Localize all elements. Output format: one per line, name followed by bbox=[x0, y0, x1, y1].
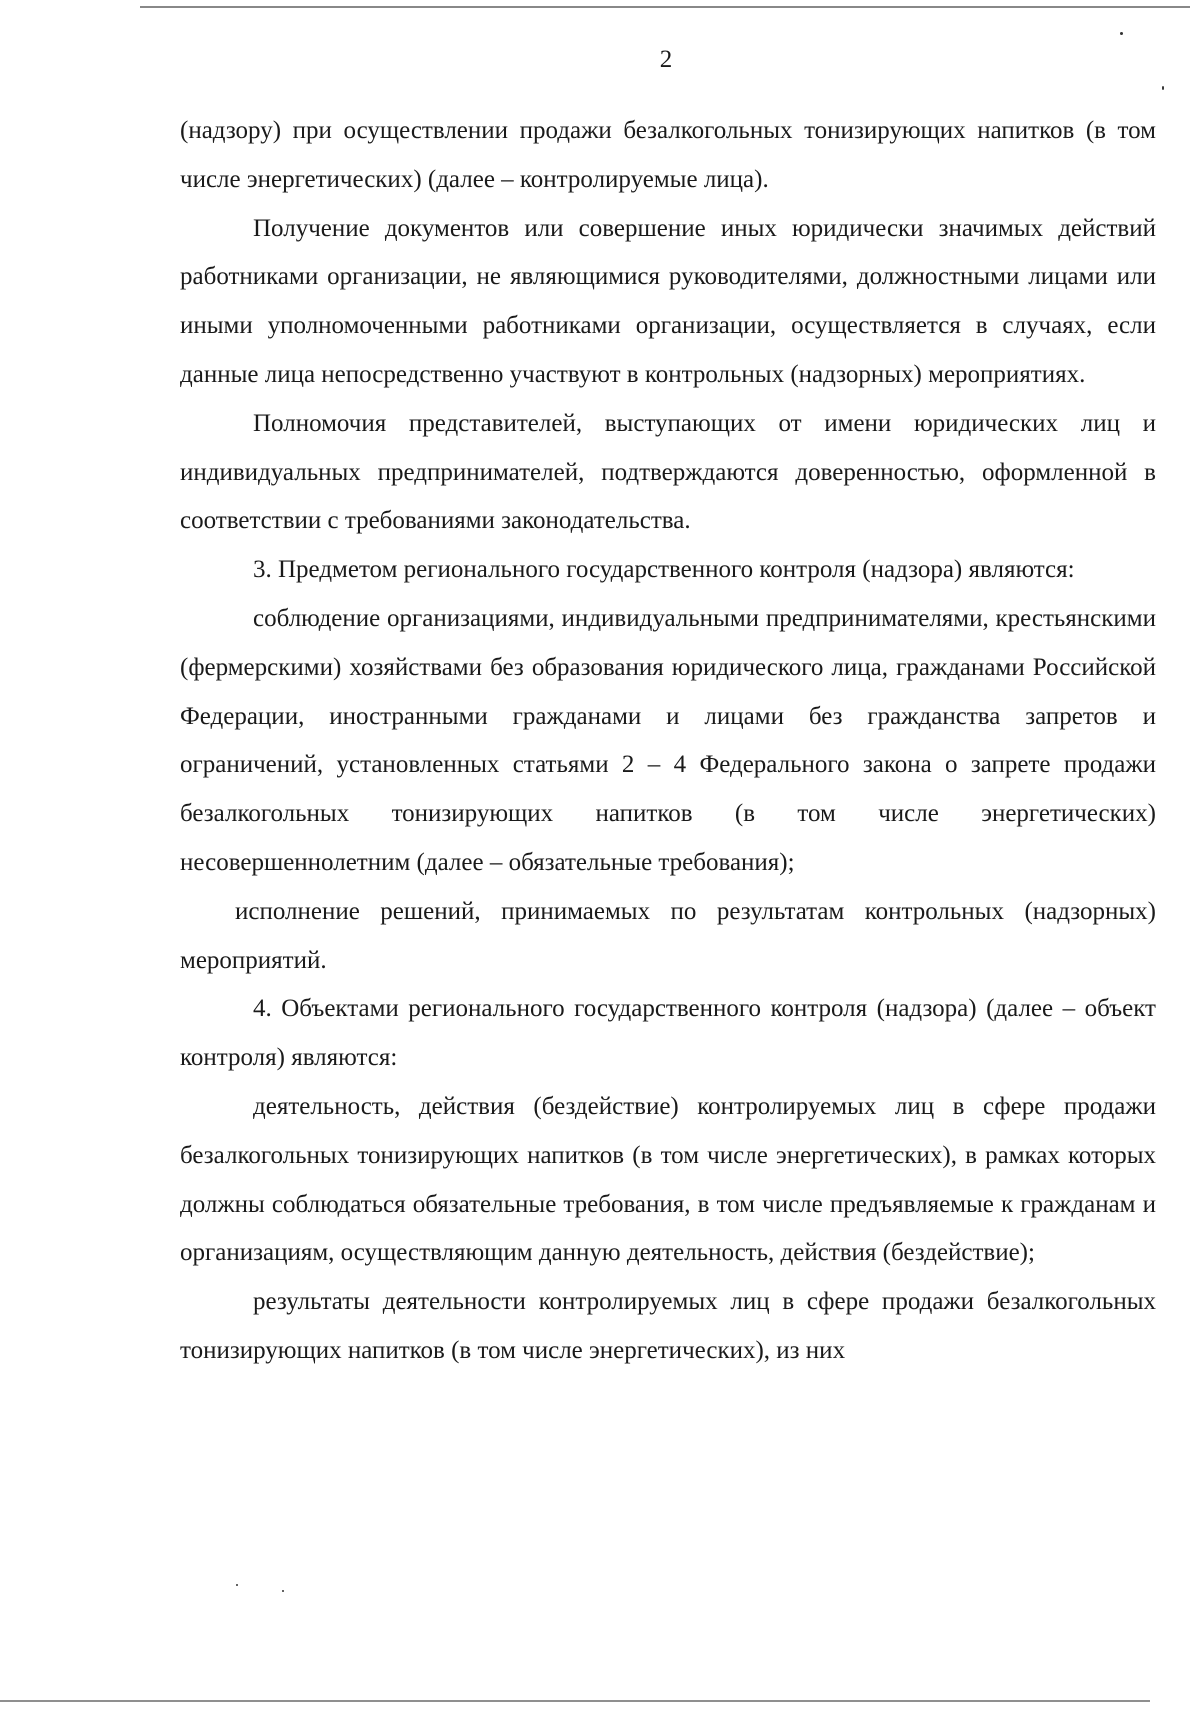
paragraph: Полномочия представителей, выступающих от имени юридических лиц и индивидуальных предпринимателей, подтверждаются доверенностью, оформленной в соответствии с требованиями законодательства. bbox=[180, 409, 1156, 535]
paragraph: соблюдение организациями, индивидуальными предпринимателями, крестьянскими (фермерскими) хозяйствами без образования юридического лица, гражданами Российской Федерации, иностранными гражданами и лицами без гражданства запретов и ограничений, установленных статьями 2 – 4 Федерального закона о запрете продажи безалкогольных тонизирующих напитков (в том числе энергетических) несовершеннолетним (далее – обязательные требования); bbox=[180, 604, 1156, 876]
paragraph: (надзору) при осуществлении продажи безалкогольных тонизирующих напитков (в том числе энергетических) (далее – контролируемые лица). bbox=[180, 117, 1156, 193]
paragraph: 3. Предметом регионального государственного контроля (надзора) являются: bbox=[253, 556, 1075, 584]
scan-edge-bottom bbox=[0, 1700, 1150, 1702]
scan-speck bbox=[1162, 86, 1164, 90]
paragraph: деятельность, действия (бездействие) контролируемых лиц в сфере продажи безалкогольных тонизирующих напитков (в том числе энергетических), в рамках которых должны соблюдаться обязательные требования, в том числе предъявляемые к гражданам и организациям, осуществляющим данную деятельность, действия (бездействие); bbox=[180, 1092, 1156, 1267]
scan-speck bbox=[1120, 32, 1123, 35]
paragraph: Получение документов или совершение иных юридически значимых действий работниками организации, не являющимися руководителями, должностными лицами или иными уполномоченными работниками организации, осуществляется в случаях, если данные лица непосредственно участвуют в контрольных (надзорных) мероприятиях. bbox=[180, 214, 1156, 388]
document-body bbox=[180, 107, 1156, 1376]
page-number: 2 bbox=[659, 46, 673, 73]
paragraph: исполнение решений, принимаемых по результатам контрольных (надзорных) мероприятий. bbox=[180, 897, 1156, 974]
scan-speck bbox=[236, 1584, 238, 1586]
scan-edge-top bbox=[140, 6, 1190, 8]
paragraph: результаты деятельности контролируемых лиц в сфере продажи безалкогольных тонизирующих напитков (в том числе энергетических), из них bbox=[180, 1288, 1156, 1364]
scan-speck bbox=[282, 1590, 284, 1592]
paragraph: 4. Объектами регионального государственного контроля (надзора) (далее – объект контроля) являются: bbox=[180, 995, 1156, 1072]
